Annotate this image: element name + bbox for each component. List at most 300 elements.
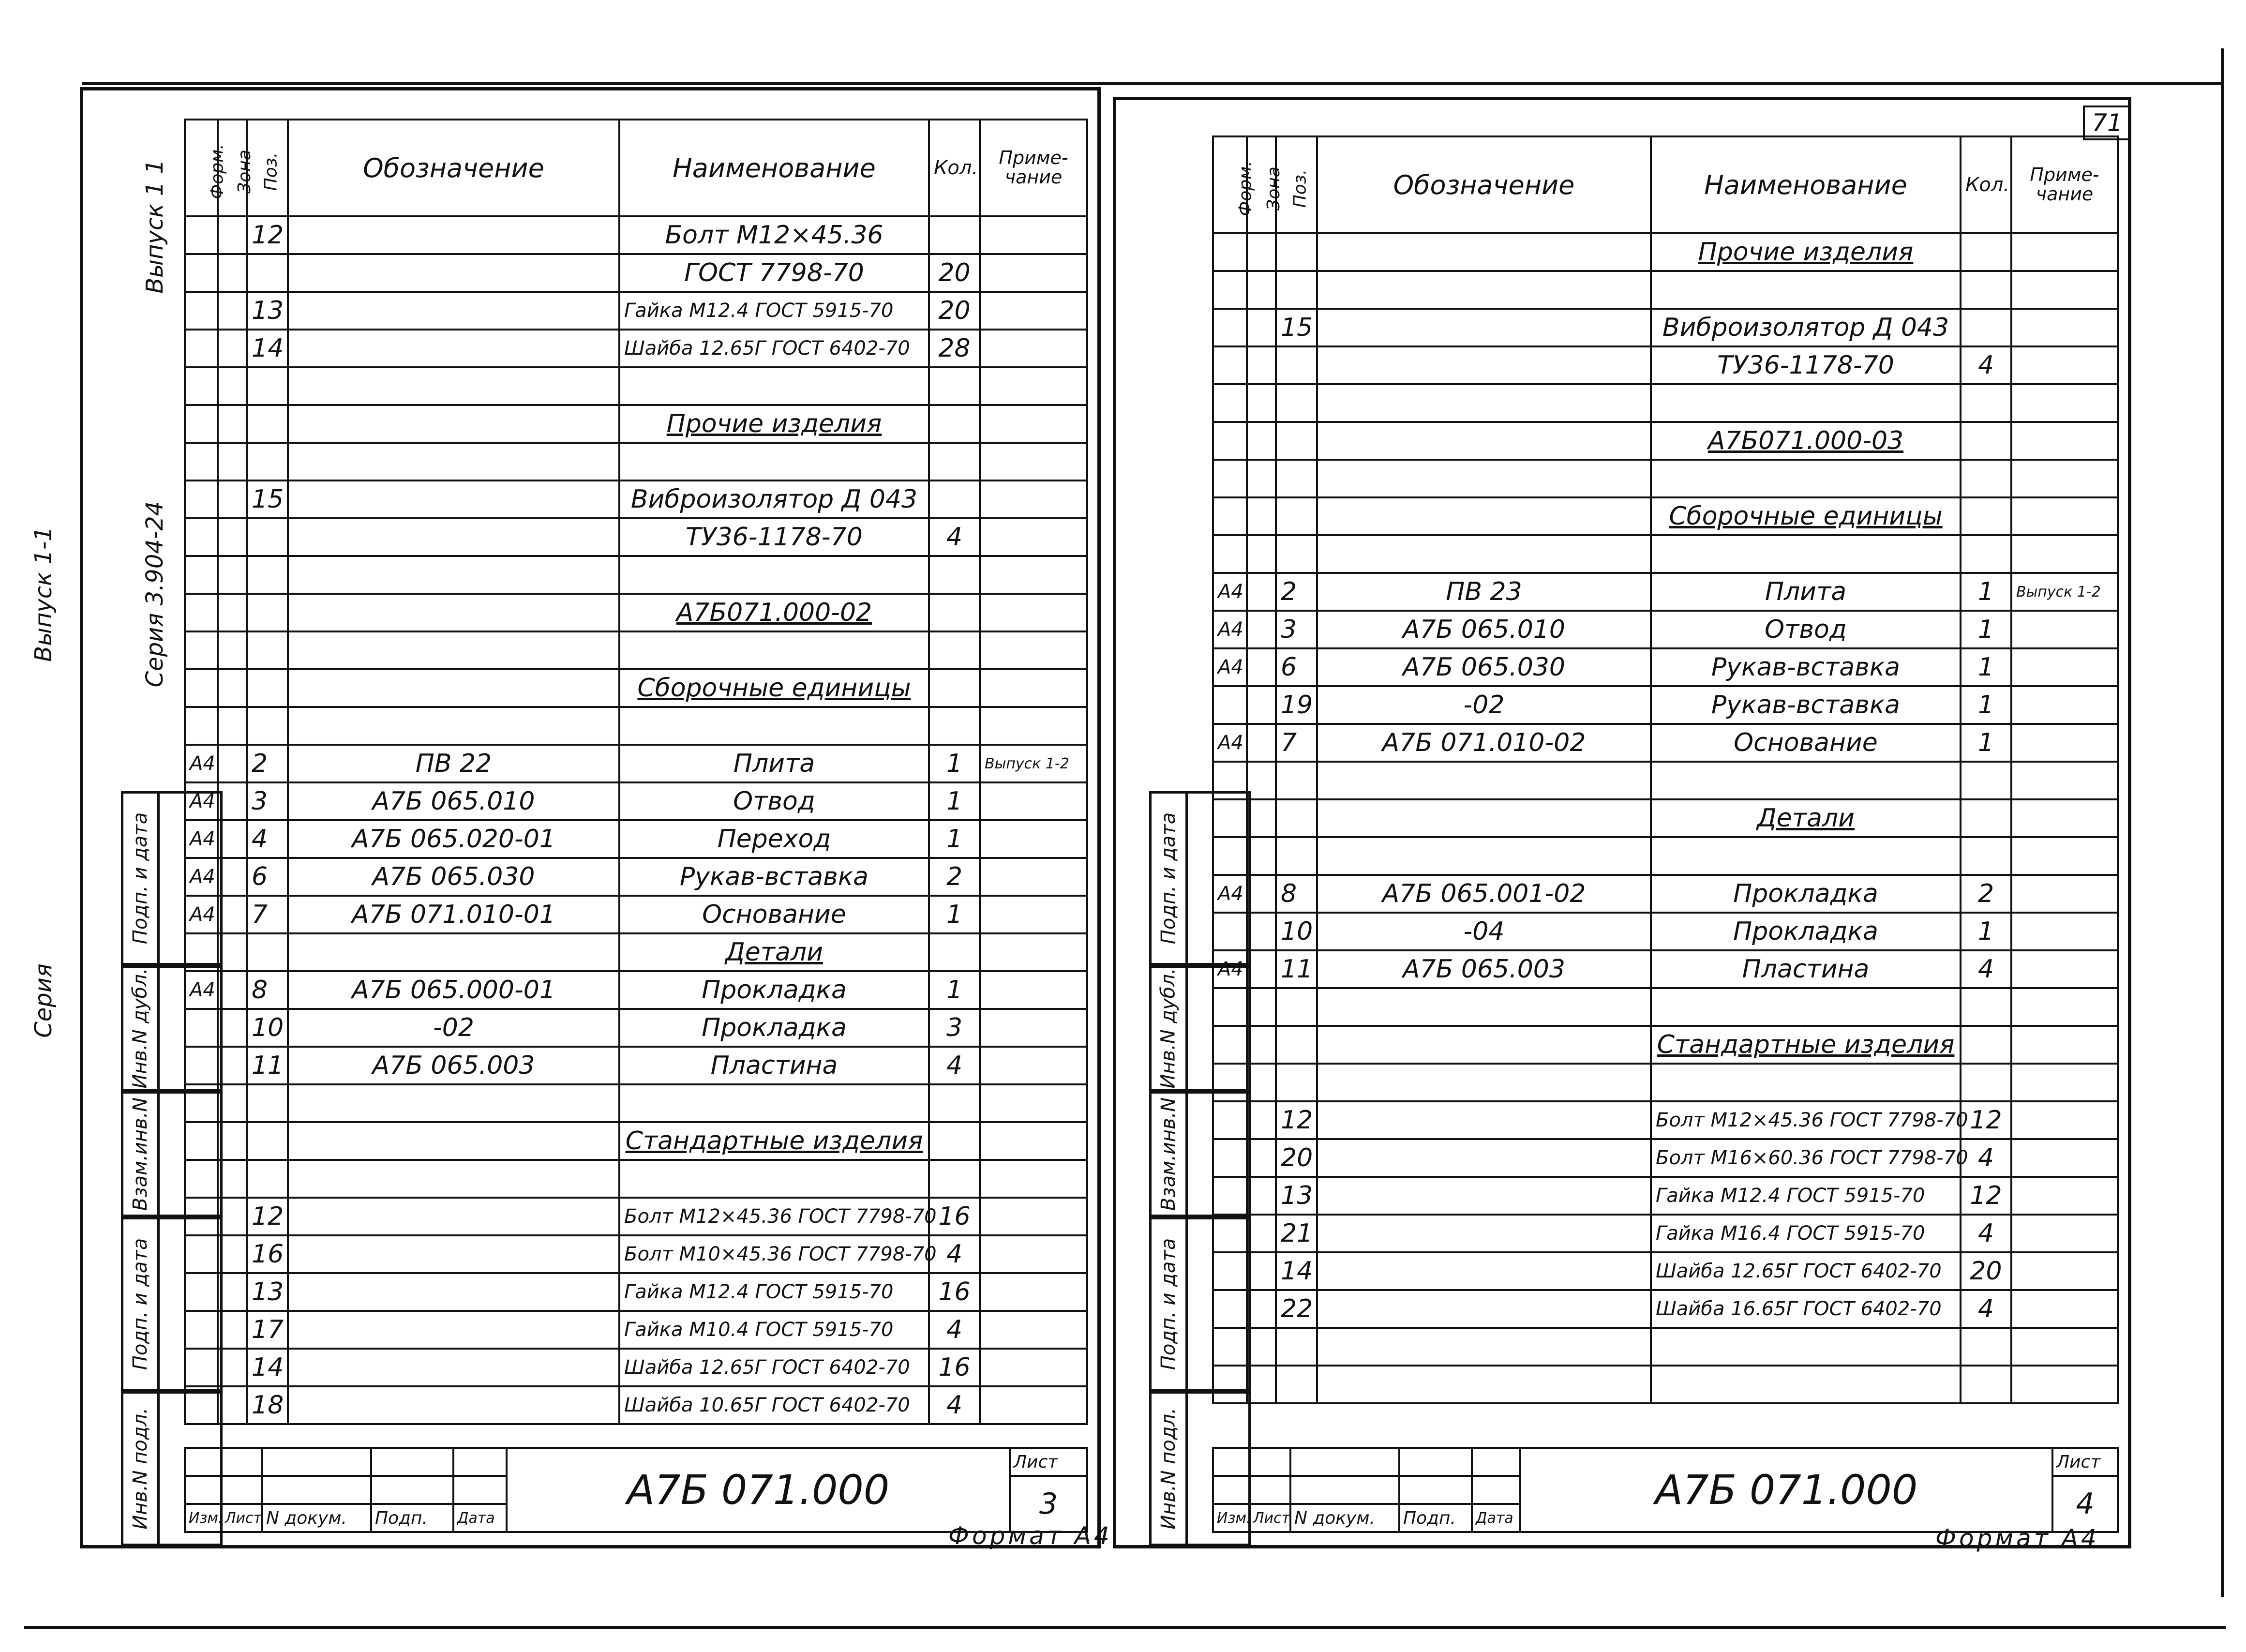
spec-row [185, 745, 1087, 782]
cell-designation [1317, 988, 1651, 1026]
side-stamp-label: Взам.инв.N [129, 1097, 152, 1211]
cell-zone [1247, 988, 1276, 1026]
cell-pos [247, 1160, 288, 1198]
cell-name: Переход [619, 820, 929, 858]
cell-zone [1247, 271, 1276, 309]
cell-qty [929, 631, 980, 669]
cell-designation [288, 594, 619, 631]
cell-pos [1276, 988, 1317, 1026]
cell-note [2011, 1064, 2118, 1101]
cell-zone [1247, 1064, 1276, 1101]
cell-zone [1247, 1139, 1276, 1177]
cell-name: Детали [1651, 799, 1961, 837]
cell-designation: А7Б 065.003 [1317, 950, 1651, 988]
cell-format: А4 [185, 820, 218, 858]
cell-zone [218, 1084, 247, 1122]
cell-name [619, 631, 929, 669]
cell-name [619, 1160, 929, 1198]
spec-row [185, 858, 1087, 896]
cell-note [980, 1311, 1087, 1349]
cell-pos [247, 556, 288, 594]
cell-designation [1317, 1064, 1651, 1101]
page-top-line [82, 82, 2221, 85]
cell-format [185, 1009, 218, 1047]
cell-qty [1961, 1366, 2011, 1403]
left-spec-table [184, 119, 1088, 1425]
stamp-doc: N докум. [1290, 1504, 1399, 1532]
cell-format: А4 [1213, 611, 1247, 648]
spec-row [185, 631, 1087, 669]
cell-zone [1247, 384, 1276, 422]
cell-designation [288, 254, 619, 292]
cell-zone [1247, 309, 1276, 346]
cell-format [185, 216, 218, 254]
cell-format [185, 1084, 218, 1122]
cell-designation [288, 216, 619, 254]
side-stamp-box [121, 965, 160, 1091]
col-qty-header: Кол. [929, 120, 980, 216]
cell-format [1213, 1366, 1247, 1403]
cell-qty [929, 367, 980, 405]
cell-qty [1961, 309, 2011, 346]
spec-row [185, 330, 1087, 367]
cell-qty [929, 405, 980, 443]
cell-qty: 1 [1961, 648, 2011, 686]
cell-qty [1961, 1328, 2011, 1366]
cell-format [185, 1311, 218, 1349]
cell-pos: 2 [247, 745, 288, 782]
cell-qty [1961, 233, 2011, 271]
cell-pos: 6 [1276, 648, 1317, 686]
cell-note [2011, 913, 2118, 950]
cell-format: А4 [185, 971, 218, 1009]
cell-pos [247, 631, 288, 669]
cell-name: Плита [1651, 573, 1961, 611]
cell-designation [288, 1160, 619, 1198]
cell-qty [929, 1084, 980, 1122]
cell-qty: 4 [929, 1235, 980, 1273]
cell-name [619, 443, 929, 481]
cell-zone [218, 481, 247, 518]
spec-row [1213, 233, 2118, 271]
cell-name: Шайба 16.65Г ГОСТ 6402-70 [1651, 1290, 1961, 1328]
cell-format [185, 1235, 218, 1273]
cell-note [980, 1386, 1087, 1424]
cell-name [619, 1084, 929, 1122]
spec-row [185, 556, 1087, 594]
cell-zone [218, 669, 247, 707]
cell-format [1213, 1064, 1247, 1101]
cell-format [1213, 460, 1247, 497]
cell-format [185, 556, 218, 594]
cell-name: Рукав-вставка [1651, 686, 1961, 724]
spec-row [185, 1349, 1087, 1386]
cell-name: Прокладка [619, 1009, 929, 1047]
cell-name: Плита [619, 745, 929, 782]
side-stamp-box [121, 1391, 160, 1546]
col-format-header: Форм. [185, 120, 218, 216]
cell-format [185, 443, 218, 481]
cell-format [1213, 1215, 1247, 1252]
cell-pos: 22 [1276, 1290, 1317, 1328]
cell-pos: 13 [247, 292, 288, 330]
cell-pos: 15 [1276, 309, 1317, 346]
cell-pos [1276, 837, 1317, 875]
cell-zone [1247, 1290, 1276, 1328]
cell-pos: 14 [247, 330, 288, 367]
cell-designation [1317, 762, 1651, 799]
spec-row [1213, 309, 2118, 346]
cell-note [980, 1235, 1087, 1273]
cell-name: Болт М10×45.36 ГОСТ 7798-70 [619, 1235, 929, 1273]
cell-designation [288, 481, 619, 518]
cell-note [980, 330, 1087, 367]
cell-pos: 3 [1276, 611, 1317, 648]
cell-qty [1961, 1026, 2011, 1064]
cell-designation: -04 [1317, 913, 1651, 950]
cell-qty [1961, 271, 2011, 309]
cell-zone [1247, 1026, 1276, 1064]
cell-note [2011, 346, 2118, 384]
cell-note: Выпуск 1-2 [980, 745, 1087, 782]
spec-row [185, 254, 1087, 292]
right-format-note: Формат А4 [1935, 1524, 2099, 1552]
cell-qty: 4 [1961, 1139, 2011, 1177]
cell-pos [1276, 233, 1317, 271]
cell-note [2011, 384, 2118, 422]
cell-qty [929, 594, 980, 631]
cell-note [980, 594, 1087, 631]
spec-row [1213, 573, 2118, 611]
spec-row [1213, 1366, 2118, 1403]
cell-pos: 16 [247, 1235, 288, 1273]
cell-format [1213, 686, 1247, 724]
stamp-sheet: Лист [1249, 1504, 1290, 1532]
cell-format [1213, 309, 1247, 346]
cell-pos: 18 [247, 1386, 288, 1424]
cell-qty: 3 [929, 1009, 980, 1047]
cell-qty [929, 216, 980, 254]
cell-pos: 7 [1276, 724, 1317, 762]
cell-name: Отвод [1651, 611, 1961, 648]
cell-designation [1317, 346, 1651, 384]
cell-note [980, 216, 1087, 254]
spec-row [1213, 837, 2118, 875]
side-stamp-label: Инв.N подл. [129, 1408, 151, 1530]
cell-note [2011, 535, 2118, 573]
col-format-header: Форм. [1213, 136, 1247, 233]
cell-zone [1247, 346, 1276, 384]
col-pos-header: Поз. [247, 120, 288, 216]
cell-pos: 21 [1276, 1215, 1317, 1252]
spec-row [185, 594, 1087, 631]
cell-pos: 11 [247, 1047, 288, 1084]
cell-note [2011, 762, 2118, 799]
cell-note: Выпуск 1-2 [2011, 573, 2118, 611]
cell-note [2011, 1026, 2118, 1064]
cell-note [2011, 1290, 2118, 1328]
cell-format: А4 [185, 745, 218, 782]
cell-qty: 20 [929, 254, 980, 292]
cell-note [2011, 422, 2118, 460]
stamp-change: Изм. [185, 1504, 221, 1532]
side-stamp-box [1149, 1217, 1188, 1391]
cell-qty [1961, 497, 2011, 535]
cell-pos [247, 707, 288, 745]
cell-zone [1247, 1252, 1276, 1290]
cell-name: Прокладка [619, 971, 929, 1009]
cell-designation [1317, 1026, 1651, 1064]
cell-zone [1247, 950, 1276, 988]
page-bottom-line [24, 1626, 2226, 1629]
cell-qty: 1 [929, 896, 980, 933]
cell-zone [218, 1273, 247, 1311]
spec-row [185, 1235, 1087, 1273]
left-format-note: Формат А4 [948, 1522, 1112, 1550]
cell-name [1651, 762, 1961, 799]
cell-name [1651, 1328, 1961, 1366]
cell-designation [288, 292, 619, 330]
cell-qty: 2 [929, 858, 980, 896]
cell-format [185, 707, 218, 745]
cell-qty [929, 443, 980, 481]
cell-qty: 28 [929, 330, 980, 367]
cell-note [980, 292, 1087, 330]
cell-format: А4 [1213, 573, 1247, 611]
cell-note [2011, 1177, 2118, 1215]
cell-zone [218, 782, 247, 820]
cell-format: А4 [1213, 648, 1247, 686]
cell-note [980, 367, 1087, 405]
cell-pos: 3 [247, 782, 288, 820]
cell-note [2011, 271, 2118, 309]
cell-designation [288, 1198, 619, 1235]
left-side-series: Серия 3.904-24 [141, 501, 168, 688]
cell-format [1213, 1328, 1247, 1366]
spec-row [1213, 460, 2118, 497]
cell-pos: 13 [247, 1273, 288, 1311]
cell-pos [247, 518, 288, 556]
cell-zone [218, 216, 247, 254]
cell-designation [1317, 1101, 1651, 1139]
side-stamp-label: Подп. и дата [129, 812, 152, 945]
side-stamp-label: Инв.N подл. [1157, 1408, 1180, 1530]
cell-pos [247, 367, 288, 405]
cell-designation [288, 1235, 619, 1273]
cell-note [980, 254, 1087, 292]
cell-zone [218, 971, 247, 1009]
cell-zone [1247, 724, 1276, 762]
cell-note [2011, 309, 2118, 346]
cell-zone [1247, 611, 1276, 648]
cell-designation: ПВ 22 [288, 745, 619, 782]
cell-note [2011, 1101, 2118, 1139]
cell-pos: 12 [247, 216, 288, 254]
stamp-doc: N докум. [262, 1504, 371, 1532]
cell-note [980, 971, 1087, 1009]
cell-pos: 2 [1276, 573, 1317, 611]
cell-name: Гайка М12.4 ГОСТ 5915-70 [619, 292, 929, 330]
cell-format [1213, 384, 1247, 422]
cell-format [1213, 1139, 1247, 1177]
cell-qty: 4 [929, 1311, 980, 1349]
cell-name: Стандартные изделия [619, 1122, 929, 1160]
cell-qty: 4 [1961, 1290, 2011, 1328]
col-name-header: Наименование [619, 120, 929, 216]
cell-name: Детали [619, 933, 929, 971]
spec-row [185, 1386, 1087, 1424]
cell-designation: А7Б 065.030 [1317, 648, 1651, 686]
cell-note [980, 631, 1087, 669]
cell-format [1213, 1101, 1247, 1139]
right-spec-table [1212, 135, 2119, 1404]
cell-qty: 4 [929, 1386, 980, 1424]
cell-zone [1247, 1366, 1276, 1403]
cell-zone [1247, 422, 1276, 460]
cell-note [980, 1198, 1087, 1235]
cell-pos: 10 [247, 1009, 288, 1047]
cell-name: Основание [619, 896, 929, 933]
spec-row [185, 669, 1087, 707]
cell-pos [1276, 1366, 1317, 1403]
cell-format [185, 330, 218, 367]
cell-qty [1961, 1064, 2011, 1101]
spec-row [185, 707, 1087, 745]
cell-note [980, 556, 1087, 594]
cell-pos [247, 405, 288, 443]
cell-note [980, 933, 1087, 971]
cell-name: Болт М12×45.36 ГОСТ 7798-70 [1651, 1101, 1961, 1139]
col-note-header: Приме-чание [2011, 136, 2118, 233]
cell-designation [288, 330, 619, 367]
col-zone-header: Зона [218, 120, 247, 216]
cell-zone [218, 254, 247, 292]
cell-format [185, 1122, 218, 1160]
cell-designation: -02 [1317, 686, 1651, 724]
cell-designation [288, 1349, 619, 1386]
cell-note [980, 896, 1087, 933]
right-title-block [1212, 1447, 2119, 1533]
cell-zone [1247, 837, 1276, 875]
cell-note [2011, 988, 2118, 1026]
cell-zone [218, 1198, 247, 1235]
col-name-header: Наименование [1651, 136, 1961, 233]
cell-designation: А7Б 065.003 [288, 1047, 619, 1084]
cell-qty [1961, 384, 2011, 422]
cell-qty [929, 1160, 980, 1198]
spec-row [185, 933, 1087, 971]
side-stamp-label: Взам.инв.N [1157, 1097, 1180, 1211]
cell-designation [1317, 1177, 1651, 1215]
spec-row [1213, 535, 2118, 573]
spec-row [185, 896, 1087, 933]
cell-note [2011, 686, 2118, 724]
cell-qty: 4 [1961, 1215, 2011, 1252]
cell-pos: 13 [1276, 1177, 1317, 1215]
left-title-block [184, 1447, 1088, 1533]
side-stamp-label: Инв.N дубл. [1157, 968, 1180, 1089]
col-note-header: Приме-чание [980, 120, 1087, 216]
cell-pos [1276, 384, 1317, 422]
cell-zone [1247, 1328, 1276, 1366]
cell-format [185, 518, 218, 556]
cell-note [2011, 460, 2118, 497]
col-designation-header: Обозначение [1317, 136, 1651, 233]
cell-format [185, 669, 218, 707]
cell-format [185, 933, 218, 971]
cell-name: Шайба 12.65Г ГОСТ 6402-70 [619, 1349, 929, 1386]
cell-qty: 4 [929, 1047, 980, 1084]
cell-format [185, 1386, 218, 1424]
spec-row [1213, 799, 2118, 837]
cell-zone [218, 745, 247, 782]
side-stamp-label: Подп. и дата [1157, 1238, 1180, 1370]
side-stamp-box [1149, 1091, 1188, 1217]
side-stamp-box [121, 1091, 160, 1217]
cell-qty [1961, 988, 2011, 1026]
spec-row [1213, 1215, 2118, 1252]
cell-format [185, 481, 218, 518]
right-sheet-header: Лист [2052, 1448, 2118, 1476]
cell-name: Рукав-вставка [1651, 648, 1961, 686]
cell-note [2011, 1328, 2118, 1366]
cell-name: Прокладка [1651, 913, 1961, 950]
cell-pos [1276, 346, 1317, 384]
cell-designation [288, 518, 619, 556]
cell-note [980, 669, 1087, 707]
cell-format [185, 254, 218, 292]
cell-note [980, 707, 1087, 745]
cell-name [1651, 1064, 1961, 1101]
cell-designation [1317, 535, 1651, 573]
cell-format [1213, 233, 1247, 271]
cell-pos: 15 [247, 481, 288, 518]
cell-format: А4 [185, 858, 218, 896]
cell-zone [1247, 1101, 1276, 1139]
cell-designation [288, 367, 619, 405]
left-side-issue: Выпуск 1 1 [141, 159, 168, 294]
col-zone-header: Зона [1247, 136, 1276, 233]
cell-designation [1317, 837, 1651, 875]
cell-zone [1247, 233, 1276, 271]
cell-designation [1317, 1215, 1651, 1252]
cell-qty: 1 [929, 745, 980, 782]
cell-note [2011, 837, 2118, 875]
cell-qty: 4 [1961, 950, 2011, 988]
cell-qty: 2 [1961, 875, 2011, 913]
stamp-sign: Подп. [1399, 1504, 1472, 1532]
cell-qty: 1 [1961, 686, 2011, 724]
spec-row [1213, 611, 2118, 648]
cell-designation: А7Б 065.001-02 [1317, 875, 1651, 913]
spec-row [185, 405, 1087, 443]
cell-designation [288, 1084, 619, 1122]
cell-zone [1247, 686, 1276, 724]
cell-qty: 16 [929, 1349, 980, 1386]
cell-designation [288, 1122, 619, 1160]
right-sheet-number: 4 [2052, 1476, 2118, 1532]
cell-zone [218, 707, 247, 745]
left-sheet-header: Лист [1010, 1448, 1087, 1476]
cell-zone [1247, 1177, 1276, 1215]
cell-note [2011, 1139, 2118, 1177]
cell-name: Пластина [619, 1047, 929, 1084]
cell-zone [218, 1235, 247, 1273]
cell-zone [218, 443, 247, 481]
cell-format [1213, 497, 1247, 535]
cell-name: Пластина [1651, 950, 1961, 988]
spec-row [1213, 1328, 2118, 1366]
